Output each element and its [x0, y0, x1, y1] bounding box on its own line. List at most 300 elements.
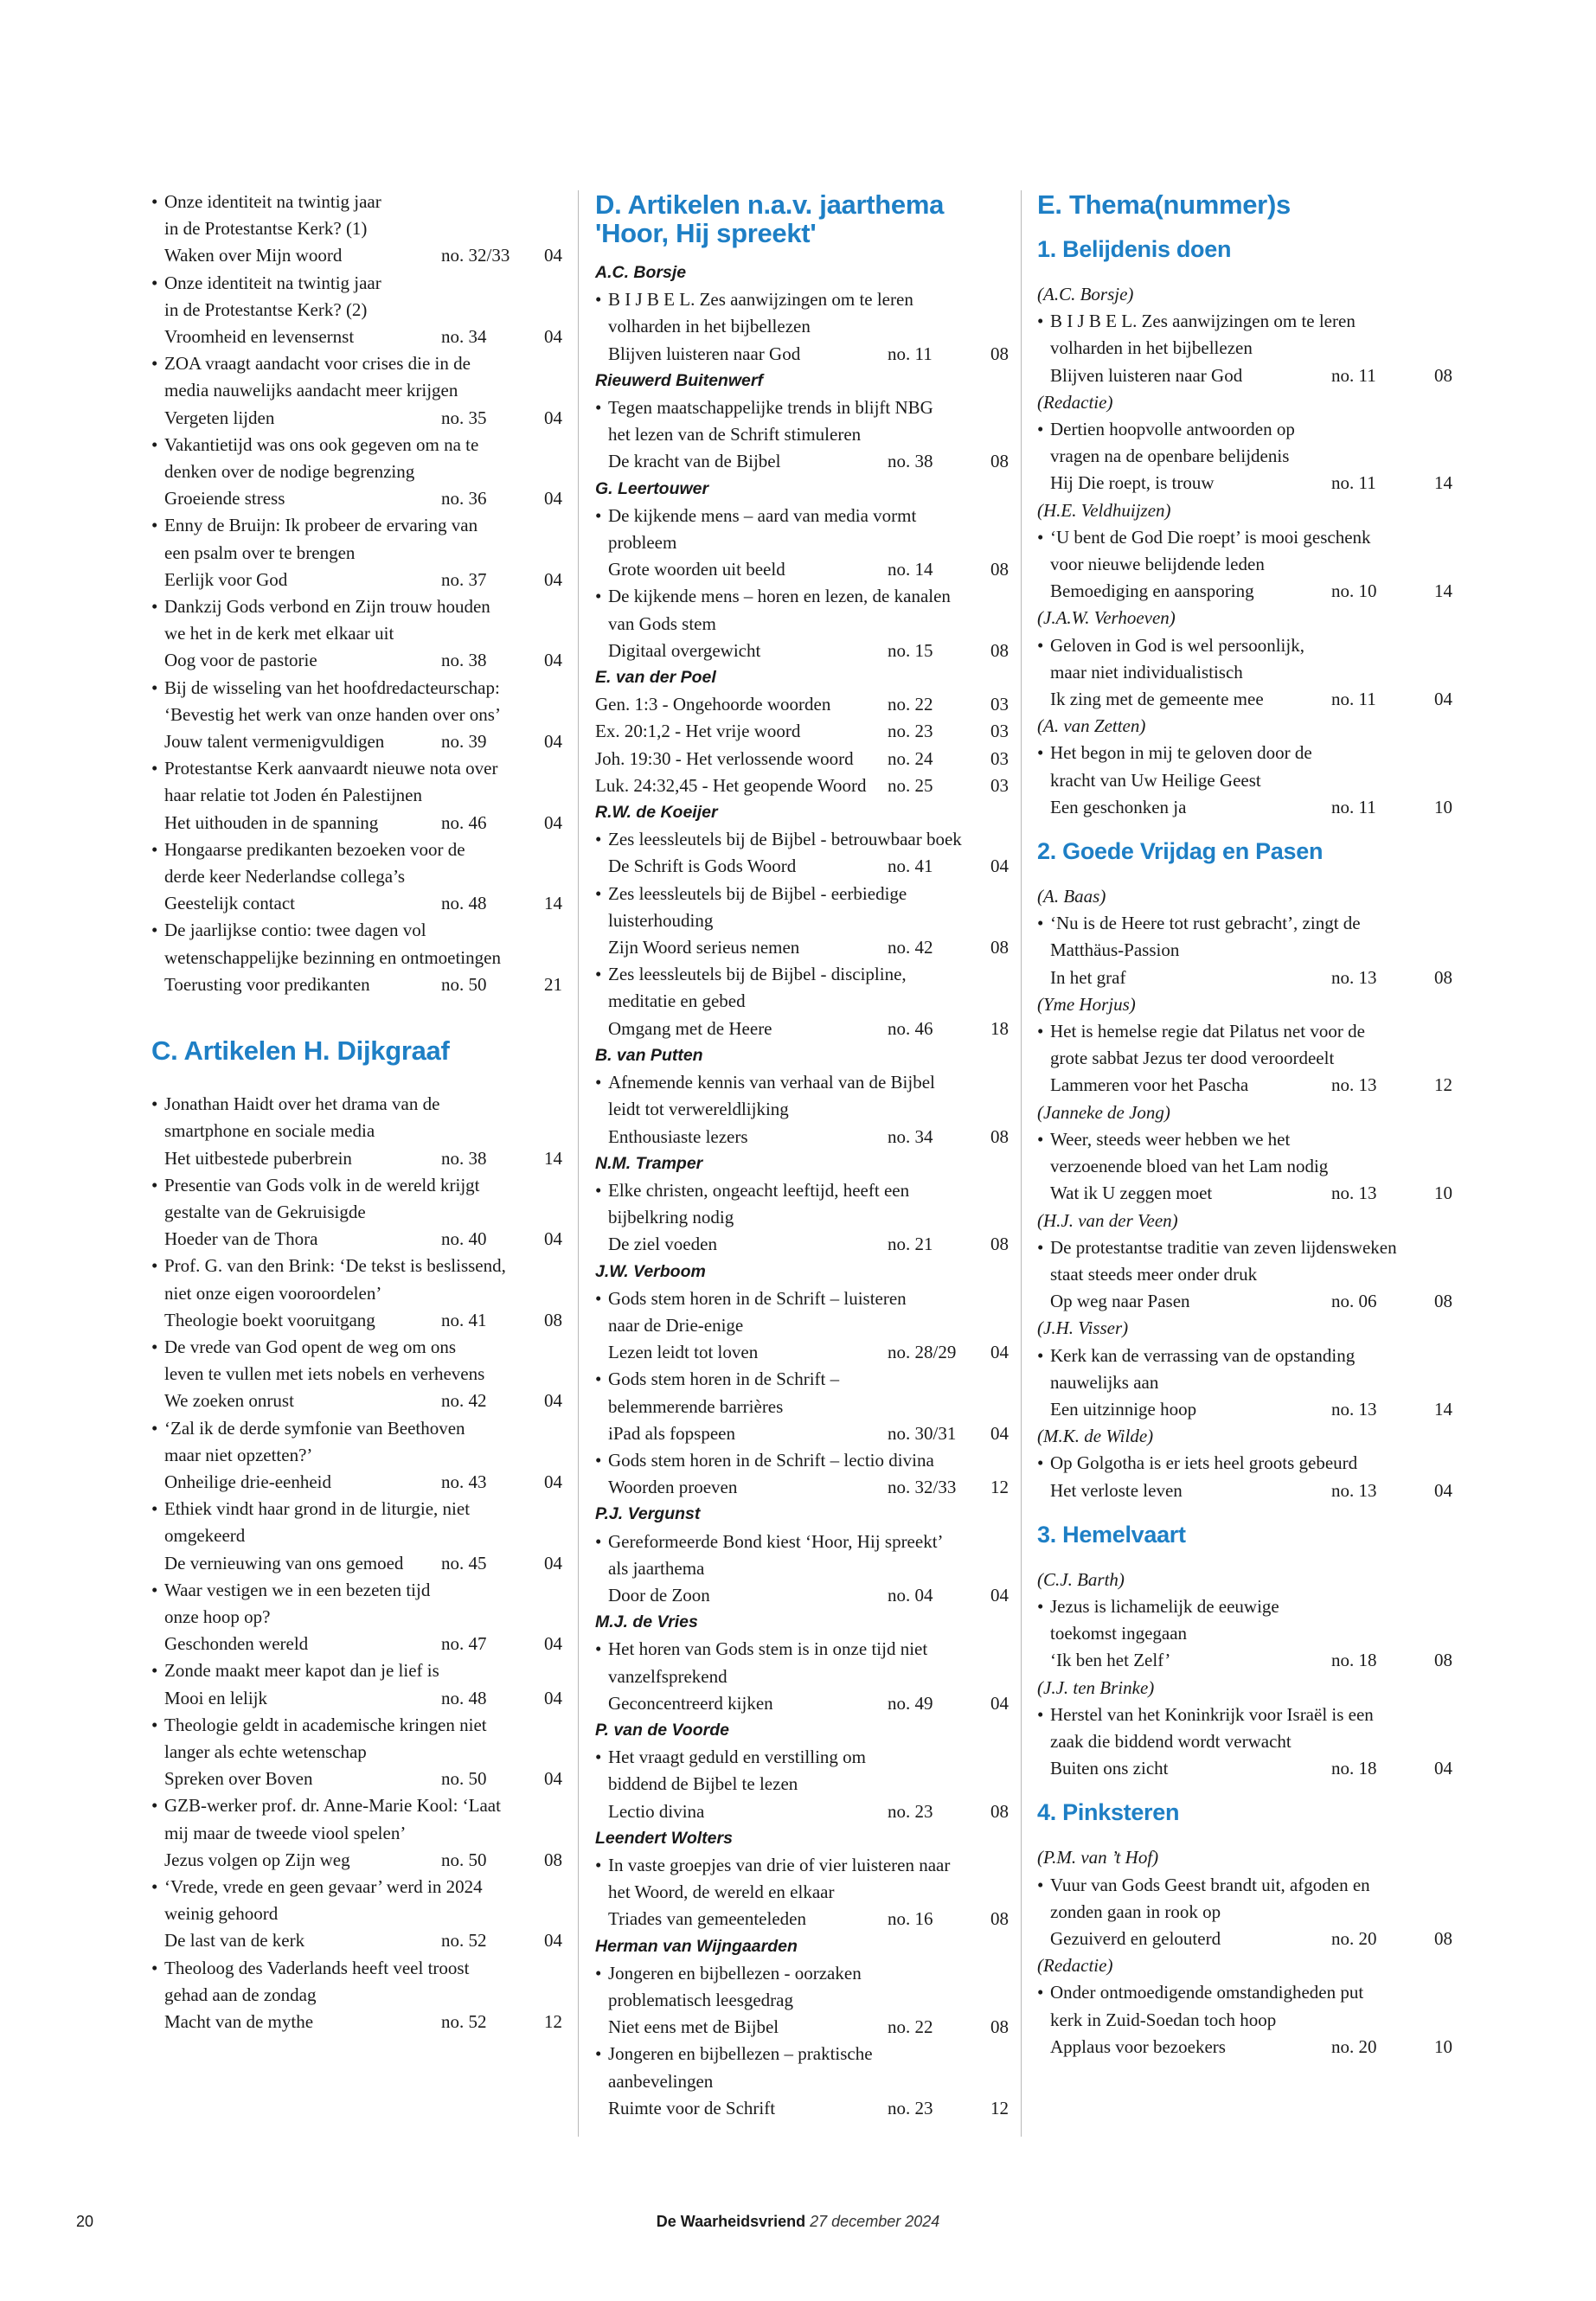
list-item	[151, 1712, 562, 1793]
issue-number: no. 38	[888, 451, 933, 472]
article-title: Jezus volgen op Zijn weg	[164, 1849, 350, 1870]
item-description: • De jaarlijkse contio: twee dagen vol	[164, 920, 426, 941]
article-title: Ruimte voor de Schrift	[608, 2097, 776, 2118]
page-number: 03	[990, 721, 1009, 742]
item-description: verzoenende bloed van het Lam nodig	[1050, 1156, 1329, 1177]
page-number: 04	[544, 811, 562, 833]
page-number: 08	[990, 1125, 1009, 1147]
item-description: leidt tot verwereldlijking	[608, 1099, 789, 1120]
issue-number: no. 23	[888, 721, 933, 742]
item-description: • B I J B E L. Zes aanwijzingen om te leren	[608, 289, 913, 311]
item-description: problematisch leesgedrag	[608, 1990, 793, 2010]
issue-number: no. 13	[1331, 1183, 1377, 1204]
article-title: Geestelijk contact	[164, 893, 296, 914]
issue-number: no. 37	[441, 568, 487, 590]
item-description: onze hoop op?	[164, 1606, 271, 1627]
article-title-line	[1050, 2034, 1452, 2061]
list-item	[151, 1253, 562, 1334]
item-description: volharden in het bijbellezen	[1050, 337, 1253, 359]
article-title-line	[164, 324, 562, 350]
item-description: • Het is hemelse regie dat Pilatus net voor de	[1050, 1021, 1365, 1042]
article-title-line	[1050, 794, 1452, 821]
article-title-line	[1050, 362, 1452, 389]
article-title: Vroomheid en levensernst	[164, 326, 355, 348]
item-description: • De kijkende mens – aard van media vormt	[608, 504, 917, 526]
article-title: Omgang met de Heere	[608, 1017, 772, 1039]
issue-number: no. 21	[888, 1234, 933, 1255]
page-number: 14	[544, 1147, 562, 1169]
item-description: • Hongaarse predikanten bezoeken voor de	[164, 838, 465, 860]
page-number: 04	[544, 1687, 562, 1708]
article-title-line	[608, 1798, 1009, 1825]
page-number: 04	[544, 1768, 562, 1790]
article-title-line	[608, 341, 1009, 368]
item-description: • De protestantse traditie van zeven lijdensweken	[1050, 1236, 1397, 1258]
article-title-line	[164, 1927, 562, 1954]
article-title: Triades van gemeenteleden	[608, 1908, 806, 1930]
list-item	[151, 593, 562, 675]
item-description: kracht van Uw Heilige Geest	[1050, 769, 1261, 791]
article-title: Geschonden wereld	[164, 1633, 309, 1655]
author-name: E. van der Poel	[595, 668, 716, 688]
item-description: • Gereformeerde Bond kiest ‘Hoor, Hij spreekt’	[608, 1530, 944, 1552]
section-heading-d-line1: D. Artikelen n.a.v. jaarthema	[595, 189, 945, 220]
item-description: zonden gaan in rook op	[1050, 1900, 1221, 1922]
item-description: volharden in het bijbellezen	[608, 316, 811, 337]
article-title-line	[608, 1016, 1009, 1042]
article-title: Gezuiverd en gelouterd	[1050, 1927, 1221, 1949]
issue-number: no. 11	[1331, 364, 1376, 386]
list-item	[1037, 1126, 1452, 1208]
article-title: Jouw talent vermenigvuldigen	[164, 731, 385, 753]
author-name: Rieuwerd Buitenwerf	[595, 370, 763, 390]
list-item	[1037, 910, 1452, 991]
author-name: (Janneke de Jong)	[1037, 1101, 1170, 1123]
list-item	[595, 1744, 1009, 1825]
article-title-line	[164, 2009, 562, 2035]
author-name: B. van Putten	[595, 1045, 703, 1065]
issue-number: no. 43	[441, 1471, 487, 1492]
article-title: Door de Zoon	[608, 1584, 710, 1606]
article-title: Een geschonken ja	[1050, 796, 1187, 817]
list-item	[1037, 1872, 1452, 1953]
publication-name: De Waarheidsvriend	[656, 2213, 806, 2230]
article-title-line	[608, 1582, 1009, 1609]
item-description: het Woord, de wereld en elkaar	[608, 1881, 835, 1903]
article-title: De last van de kerk	[164, 1930, 305, 1952]
column-right	[1037, 189, 1452, 2061]
article-title: De Schrift is Gods Woord	[608, 856, 797, 877]
page-number: 08	[990, 1234, 1009, 1255]
issue-number: no. 23	[888, 1800, 933, 1822]
page-number: 12	[990, 1477, 1009, 1498]
item-description: meditatie en gebed	[608, 990, 746, 1012]
author-name: (J.A.W. Verhoeven)	[1037, 607, 1176, 629]
item-description: we het in de kerk met elkaar uit	[164, 623, 394, 644]
list-item	[151, 917, 562, 998]
item-description: nauwelijks aan	[1050, 1371, 1159, 1393]
article-title-line	[164, 1766, 562, 1792]
item-description: toekomst ingegaan	[1050, 1623, 1188, 1644]
issue-number: no. 50	[441, 973, 487, 995]
item-description: biddend de Bijbel te lezen	[608, 1773, 798, 1795]
publication-date: 27 december 2024	[810, 2213, 940, 2230]
article-title-line	[164, 810, 562, 836]
item-description: vanzelfsprekend	[608, 1665, 727, 1687]
article-title: Eerlijk voor God	[164, 568, 288, 590]
issue-number: no. 16	[888, 1908, 933, 1930]
article-title: Lectio divina	[608, 1800, 705, 1822]
author-name: A.C. Borsje	[595, 263, 687, 282]
issue-number: no. 38	[441, 650, 487, 671]
item-description: • Gods stem horen in de Schrift – lectio divina	[608, 1449, 934, 1471]
article-title-line	[164, 485, 562, 512]
article-title-line	[1050, 686, 1452, 713]
article-title: Grote woorden uit beeld	[608, 559, 785, 580]
page-number: 10	[1434, 796, 1452, 817]
page-number: 20	[76, 2213, 94, 2230]
list-item	[595, 2041, 1009, 2122]
list-item	[1037, 1593, 1452, 1675]
page-number: 04	[544, 1228, 562, 1250]
article-title-line	[1050, 1072, 1452, 1099]
list-item	[595, 1366, 1009, 1447]
article-title-line	[164, 1388, 562, 1414]
article-title: Ex. 20:1,2 - Het vrije woord	[595, 721, 801, 742]
section-heading-c: C. Artikelen H. Dijkgraaf	[151, 1035, 450, 1067]
item-description: • Theoloog des Vaderlands heeft veel troost	[164, 1957, 470, 1978]
author-name: (Redactie)	[1037, 1955, 1113, 1977]
list-item	[151, 1172, 562, 1253]
list-item	[151, 1334, 562, 1415]
page-number: 08	[1434, 1927, 1452, 1949]
article-title: Het uithouden in de spanning	[164, 811, 379, 833]
page-number: 08	[544, 1309, 562, 1330]
item-description: • Onder ontmoedigende omstandigheden put	[1050, 1982, 1364, 2003]
author-name: (Yme Horjus)	[1037, 993, 1136, 1015]
article-title-line	[164, 647, 562, 674]
item-description: • Onze identiteit na twintig jaar	[164, 272, 381, 293]
article-title: Blijven luisteren naar God	[608, 343, 801, 364]
author-name: Leendert Wolters	[595, 1828, 733, 1848]
item-description: grote sabbat Jezus ter dood veroordeelt	[1050, 1048, 1335, 1069]
page-number: 03	[990, 694, 1009, 715]
item-description: • Kerk kan de verrassing van de opstanding	[1050, 1344, 1356, 1366]
item-description: van Gods stem	[608, 612, 716, 634]
issue-number: no. 42	[888, 937, 933, 958]
issue-number: no. 42	[441, 1390, 487, 1412]
list-item	[151, 1874, 562, 1955]
item-description: • Op Golgotha is er iets heel groots gebeurd	[1050, 1452, 1358, 1474]
column-divider-2	[1021, 190, 1022, 2137]
list-item	[1037, 1450, 1452, 1503]
article-title: Luk. 24:32,45 - Het geopende Woord	[595, 774, 867, 796]
issue-number: no. 52	[441, 2011, 487, 2032]
item-description: • Vuur van Gods Geest brandt uit, afgoden en	[1050, 1874, 1370, 1895]
item-description: • B I J B E L. Zes aanwijzingen om te leren	[1050, 311, 1356, 332]
author-name: (H.J. van der Veen)	[1037, 1209, 1178, 1231]
page-number: 21	[544, 973, 562, 995]
item-description: wetenschappelijke bezinning en ontmoetingen	[164, 946, 501, 968]
article-title-line	[164, 242, 562, 269]
item-description: langer als echte wetenschap	[164, 1740, 367, 1762]
item-description: • Theologie geldt in academische kringen niet	[164, 1714, 487, 1735]
list-item	[1037, 1979, 1452, 2061]
item-description: • Herstel van het Koninkrijk voor Israël is een	[1050, 1703, 1374, 1725]
page-number: 08	[990, 1908, 1009, 1930]
list-item	[595, 881, 1009, 962]
article-title: Oog voor de pastorie	[164, 650, 317, 671]
item-description: • Het begon in mij te geloven door de	[1050, 742, 1312, 764]
list-item	[1037, 632, 1452, 714]
article-title: Wat ik U zeggen moet	[1050, 1183, 1213, 1204]
issue-number: no. 23	[888, 2097, 933, 2118]
list-item	[1037, 1343, 1452, 1424]
item-description: • Jongeren en bijbellezen – praktische	[608, 2043, 873, 2065]
theme-heading: 3. Hemelvaart	[1037, 1521, 1186, 1548]
list-item	[151, 1091, 562, 1172]
article-title: Niet eens met de Bijbel	[608, 2016, 779, 2038]
item-description: probleem	[608, 532, 677, 554]
article-title-line	[608, 638, 1009, 664]
item-description: voor nieuwe belijdende leden	[1050, 554, 1265, 575]
issue-number: no. 14	[888, 559, 933, 580]
page-number: 18	[990, 1017, 1009, 1039]
page-number: 08	[990, 2016, 1009, 2038]
issue-number: no. 18	[1331, 1758, 1377, 1779]
page-number: 08	[1434, 966, 1452, 988]
column-middle	[595, 189, 1009, 2122]
article-title-line	[164, 1847, 562, 1874]
author-name: (M.K. de Wilde)	[1037, 1426, 1154, 1447]
article-title-line	[164, 1631, 562, 1657]
item-description: • Jongeren en bijbellezen - oorzaken	[608, 1962, 862, 1984]
article-title-line	[1050, 1180, 1452, 1207]
list-item	[595, 394, 1009, 476]
list-item	[1037, 416, 1452, 497]
page-number: 04	[1434, 1479, 1452, 1501]
list-item	[151, 1657, 562, 1711]
item-description: denken over de nodige begrenzing	[164, 461, 415, 483]
page-number: 04	[544, 650, 562, 671]
column-left	[151, 189, 562, 2035]
item-description: gehad aan de zondag	[164, 1984, 317, 2005]
column-divider-1	[578, 190, 579, 2137]
issue-number: no. 13	[1331, 966, 1377, 988]
list-item	[595, 1285, 1009, 1367]
issue-number: no. 50	[441, 1768, 487, 1790]
page-number: 03	[990, 747, 1009, 769]
page-number: 04	[544, 568, 562, 590]
issue-number: no. 36	[441, 488, 487, 510]
article-title-line	[1050, 1288, 1452, 1315]
list-item	[151, 432, 562, 513]
issue-number: no. 18	[1331, 1650, 1377, 1671]
issue-number: no. 32/33	[441, 245, 510, 266]
bible-text-line	[595, 746, 1009, 772]
list-item	[151, 270, 562, 351]
author-name: M.J. de Vries	[595, 1612, 698, 1632]
article-title-line	[608, 2014, 1009, 2041]
page-number: 04	[990, 1584, 1009, 1606]
item-description: • Dankzij Gods verbond en Zijn trouw houden	[164, 596, 490, 618]
article-title: Het verloste leven	[1050, 1479, 1183, 1501]
article-title: Enthousiaste lezers	[608, 1125, 748, 1147]
issue-number: no. 20	[1331, 1927, 1377, 1949]
issue-number: no. 28/29	[888, 1342, 957, 1363]
article-title-line	[1050, 470, 1452, 497]
page-number: 14	[1434, 1398, 1452, 1420]
item-description: in de Protestantse Kerk? (1)	[164, 218, 368, 240]
theme-sections	[1037, 234, 1452, 2061]
item-description: als jaarthema	[608, 1557, 705, 1579]
author-name: (P.M. van ’t Hof)	[1037, 1847, 1159, 1868]
item-description: • Enny de Bruijn: Ik probeer de ervaring van	[164, 515, 478, 536]
article-title-line	[608, 934, 1009, 961]
item-description: derde keer Nederlandse collega’s	[164, 866, 406, 888]
page-number: 14	[1434, 472, 1452, 494]
article-title-line	[164, 1685, 562, 1712]
article-title-line	[1050, 1647, 1452, 1674]
theme-heading: 4. Pinksteren	[1037, 1799, 1180, 1826]
article-title: Bemoediging en aansporing	[1050, 580, 1254, 602]
article-title: Spreken over Boven	[164, 1768, 313, 1790]
item-description: • Jezus is lichamelijk de eeuwige	[1050, 1595, 1279, 1617]
article-title-line	[164, 1469, 562, 1496]
list-item	[151, 1415, 562, 1497]
item-description: leven te vullen met iets nobels en verhevens	[164, 1363, 485, 1385]
page-number: 08	[990, 451, 1009, 472]
item-description: • Gods stem horen in de Schrift –	[608, 1368, 840, 1390]
footer-masthead	[0, 2213, 1596, 2231]
author-name: G. Leertouwer	[595, 478, 709, 498]
page-number: 04	[990, 856, 1009, 877]
item-description: • Protestantse Kerk aanvaardt nieuwe nota over	[164, 758, 498, 779]
article-title-line	[608, 556, 1009, 583]
author-name: (J.H. Visser)	[1037, 1317, 1129, 1339]
article-title: Lezen leidt tot loven	[608, 1342, 759, 1363]
item-description: • Weer, steeds weer hebben we het	[1050, 1128, 1291, 1150]
issue-number: no. 11	[1331, 689, 1376, 710]
item-description: • ZOA vraagt aandacht voor crises die in de	[164, 353, 471, 375]
item-description: Matthäus-Passion	[1050, 939, 1180, 961]
list-item	[1037, 524, 1452, 606]
item-description: • ‘U bent de God Die roept’ is mooi geschenk	[1050, 526, 1371, 548]
item-description: • GZB-werker prof. dr. Anne-Marie Kool: ‘Laat	[164, 1795, 501, 1817]
list-item	[595, 1177, 1009, 1259]
list-item	[595, 286, 1009, 368]
list-item	[595, 1852, 1009, 1933]
item-description: • ‘Nu is de Heere tot rust gebracht’, zingt de	[1050, 913, 1361, 934]
page-number: 04	[990, 1422, 1009, 1444]
list-item	[595, 1069, 1009, 1150]
issue-number: no. 47	[441, 1633, 487, 1655]
author-name: P. van de Voorde	[595, 1720, 729, 1740]
page-number: 14	[544, 893, 562, 914]
page-number: 08	[990, 1800, 1009, 1822]
page-number: 04	[544, 1930, 562, 1952]
page-number: 04	[1434, 1758, 1452, 1779]
list-item	[151, 1577, 562, 1658]
page-number: 04	[544, 245, 562, 266]
item-description: luisterhouding	[608, 909, 714, 931]
issue-number: no. 40	[441, 1228, 487, 1250]
article-title: Geconcentreerd kijken	[608, 1692, 773, 1714]
issue-number: no. 50	[441, 1849, 487, 1870]
list-item	[595, 1447, 1009, 1501]
item-description: • Gods stem horen in de Schrift – luisteren	[608, 1287, 907, 1309]
item-description: vragen na de openbare belijdenis	[1050, 445, 1290, 467]
article-title: Op weg naar Pasen	[1050, 1291, 1190, 1312]
article-title: Ik zing met de gemeente mee	[1050, 689, 1264, 710]
article-title-line	[164, 971, 562, 998]
article-title: iPad als fopspeen	[608, 1422, 735, 1444]
page-number: 04	[544, 731, 562, 753]
article-title-line	[164, 405, 562, 432]
list-item	[595, 961, 1009, 1042]
article-title: Digitaal overgewicht	[608, 639, 761, 661]
list-item	[151, 350, 562, 432]
article-title: Hoeder van de Thora	[164, 1228, 318, 1250]
item-description: media nauwelijks aandacht meer krijgen	[164, 380, 458, 401]
article-title-line	[164, 1226, 562, 1253]
list-item	[595, 503, 1009, 584]
issue-number: no. 13	[1331, 1074, 1377, 1096]
issue-number: no. 30/31	[888, 1422, 957, 1444]
issue-number: no. 46	[888, 1017, 933, 1039]
item-description: ‘Bevestig het werk van onze handen over ons’	[164, 703, 501, 725]
article-list-b	[151, 189, 562, 998]
list-item	[595, 1960, 1009, 2041]
article-title: Groeiende stress	[164, 488, 285, 510]
article-title-line	[1050, 965, 1452, 991]
section-heading-d	[595, 190, 1009, 247]
item-description: • Geloven in God is wel persoonlijk,	[1050, 634, 1304, 656]
item-description: haar relatie tot Joden én Palestijnen	[164, 785, 422, 806]
item-description: • ‘Zal ik de derde symfonie van Beethoven	[164, 1417, 465, 1439]
author-name: P.J. Vergunst	[595, 1504, 701, 1524]
page-number: 04	[544, 1471, 562, 1492]
article-title: De kracht van de Bijbel	[608, 451, 781, 472]
article-title: Blijven luisteren naar God	[1050, 364, 1243, 386]
article-title: Macht van de mythe	[164, 2011, 314, 2032]
item-description: • ‘Vrede, vrede en geen gevaar’ werd in 2024	[164, 1875, 483, 1897]
author-name: (A. Baas)	[1037, 886, 1106, 907]
item-description: weinig gehoord	[164, 1903, 279, 1925]
issue-number: no. 22	[888, 694, 933, 715]
author-name: (H.E. Veldhuijzen)	[1037, 499, 1171, 521]
item-description: • Zes leessleutels bij de Bijbel - eerbiedige	[608, 882, 907, 904]
author-name: R.W. de Koeijer	[595, 803, 718, 823]
item-description: • Het horen van Gods stem is in onze tijd niet	[608, 1638, 928, 1660]
article-title: Mooi en lelijk	[164, 1687, 267, 1708]
item-description: • Bij de wisseling van het hoofdredacteurschap:	[164, 676, 500, 698]
issue-number: no. 49	[888, 1692, 933, 1714]
article-title-line	[164, 728, 562, 755]
author-name: (A. van Zetten)	[1037, 715, 1146, 737]
item-description: in de Protestantse Kerk? (2)	[164, 298, 368, 320]
list-item	[151, 512, 562, 593]
item-description: naar de Drie-enige	[608, 1314, 744, 1336]
article-title: Toerusting voor predikanten	[164, 973, 370, 995]
theme-heading: 2. Goede Vrijdag en Pasen	[1037, 838, 1324, 865]
item-description: • Zes leessleutels bij de Bijbel - betrouwbaar boek	[608, 829, 962, 850]
article-title: Onheilige drie-eenheid	[164, 1471, 331, 1492]
bible-text-line	[595, 772, 1009, 799]
author-name: J.W. Verboom	[595, 1261, 706, 1281]
issue-number: no. 38	[441, 1147, 487, 1169]
page-number: 10	[1434, 1183, 1452, 1204]
